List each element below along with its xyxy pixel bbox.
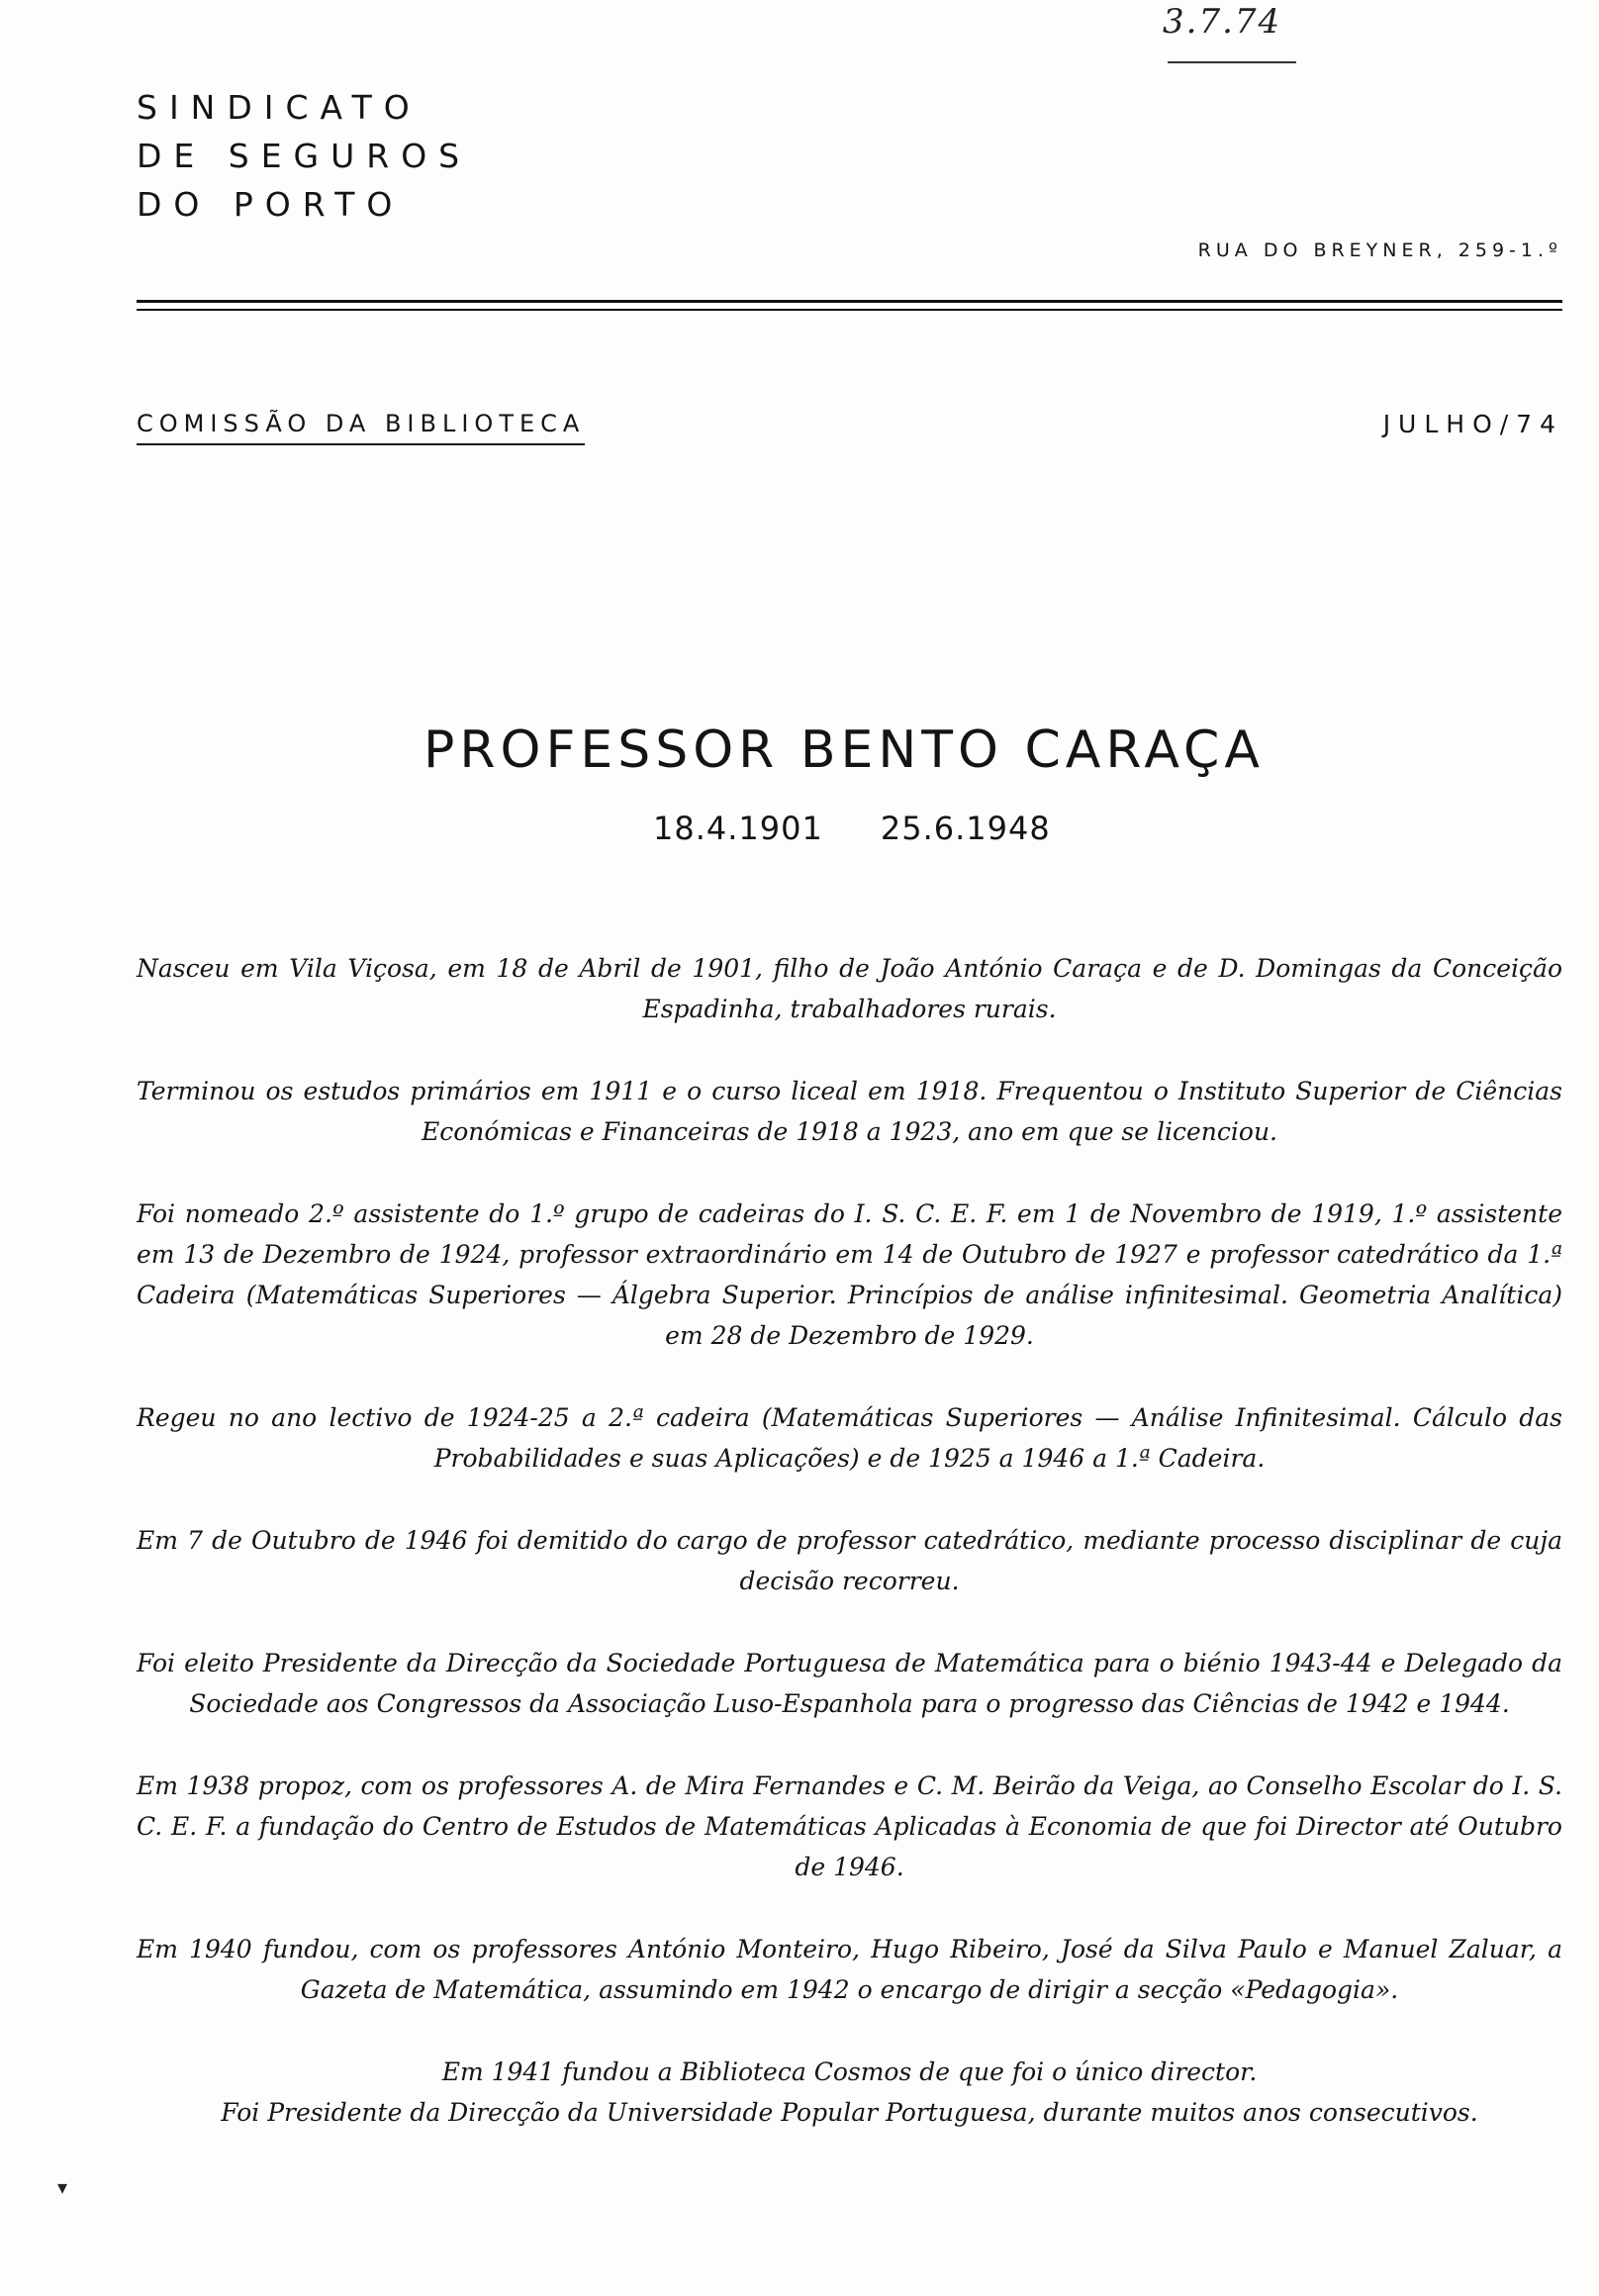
death-date: 25.6.1948 [880,810,1051,847]
paragraph-birth: Nasceu em Vila Viçosa, em 18 de Abril de 1901, filho de João António Caraça e de D. Domingas da Conceição Espadinha, trabalhadores rurais. [137,954,1562,1023]
header-rule-thick [137,300,1562,303]
paragraph-teaching: Regeu no ano lectivo de 1924-25 a 2.ª cadeira (Matemáticas Superiores — Análise Infinitesimal. Cálculo das Probabilidades e suas Aplicações) e de 1925 a 1946 a 1.ª Cadeira. [137,1403,1562,1473]
paragraph-research-centre: Em 1938 propoz, com os professores A. de Mira Fernandes e C. M. Beirão da Veiga, ao Conselho Escolar do I. S. C. E. F. a fundação do Centro de Estudos de Matemáticas Aplicadas à Economia de que foi Director até Outubro de 1946. [137,1771,1562,1881]
paragraph-cosmos: Em 1941 fundou a Biblioteca Cosmos de que foi o único director. [441,2057,1258,2086]
org-line-2: DE SEGUROS [137,137,472,175]
margin-mark: ▾ [57,2175,68,2199]
organization-name [137,83,471,229]
header-rule-thin [137,309,1562,311]
paragraph-society: Foi eleito Presidente da Direcção da Sociedade Portuguesa de Matemática para o biénio 1943-44 e Delegado da Sociedade aos Congressos da Associação Luso-Espanhola para o progresso das Ciências de 1942 e 1944. [137,1649,1562,1718]
address: RUA DO BREYNER, 259-1.º [1197,239,1562,261]
issue-date: JULHO/74 [1382,410,1563,438]
handwritten-reference: 3.7.74 [1163,2,1282,42]
paragraph-appointments: Foi nomeado 2.º assistente do 1.º grupo de cadeiras do I. S. C. E. F. em 1 de Novembro de 1919, 1.º assistente em 13 de Dezembro de 1924, professor extraordinário em 14 de Outubro de 1927 e professor catedrático da 1.ª Cadeira (Matemáticas Superiores — Álgebra Superior. Princípios de análise infinitesimal. Geometria Analítica) em 28 de Dezembro de 1929. [137,1199,1562,1350]
paragraph-gazeta: Em 1940 fundou, com os professores António Monteiro, Hugo Ribeiro, José da Silva Paulo e Manuel Zaluar, a Gazeta de Matemática, assumindo em 1942 o encargo de dirigir a secção «Pedagogia». [137,1935,1562,2004]
biography-body [137,948,1562,2133]
committee-heading: COMISSÃO DA BIBLIOTECA [137,410,585,445]
handwritten-underline [1168,61,1296,63]
org-line-1: SINDICATO [137,88,422,127]
paragraph-university: Foi Presidente da Direcção da Universidade Popular Portuguesa, durante muitos anos consecutivos. [221,2098,1478,2127]
lifespan [653,810,1051,847]
paragraph-studies: Terminou os estudos primários em 1911 e o curso liceal em 1918. Frequentou o Instituto Superior de Ciências Económicas e Financeiras de 1918 a 1923, ano em que se licenciou. [137,1077,1562,1146]
birth-date: 18.4.1901 [653,810,823,847]
org-line-3: DO PORTO [137,185,405,224]
paragraph-dismissal: Em 7 de Outubro de 1946 foi demitido do cargo de professor catedrático, mediante processo disciplinar de cuja decisão recorreu. [137,1526,1562,1595]
page-title: PROFESSOR BENTO CARAÇA [423,720,1265,780]
